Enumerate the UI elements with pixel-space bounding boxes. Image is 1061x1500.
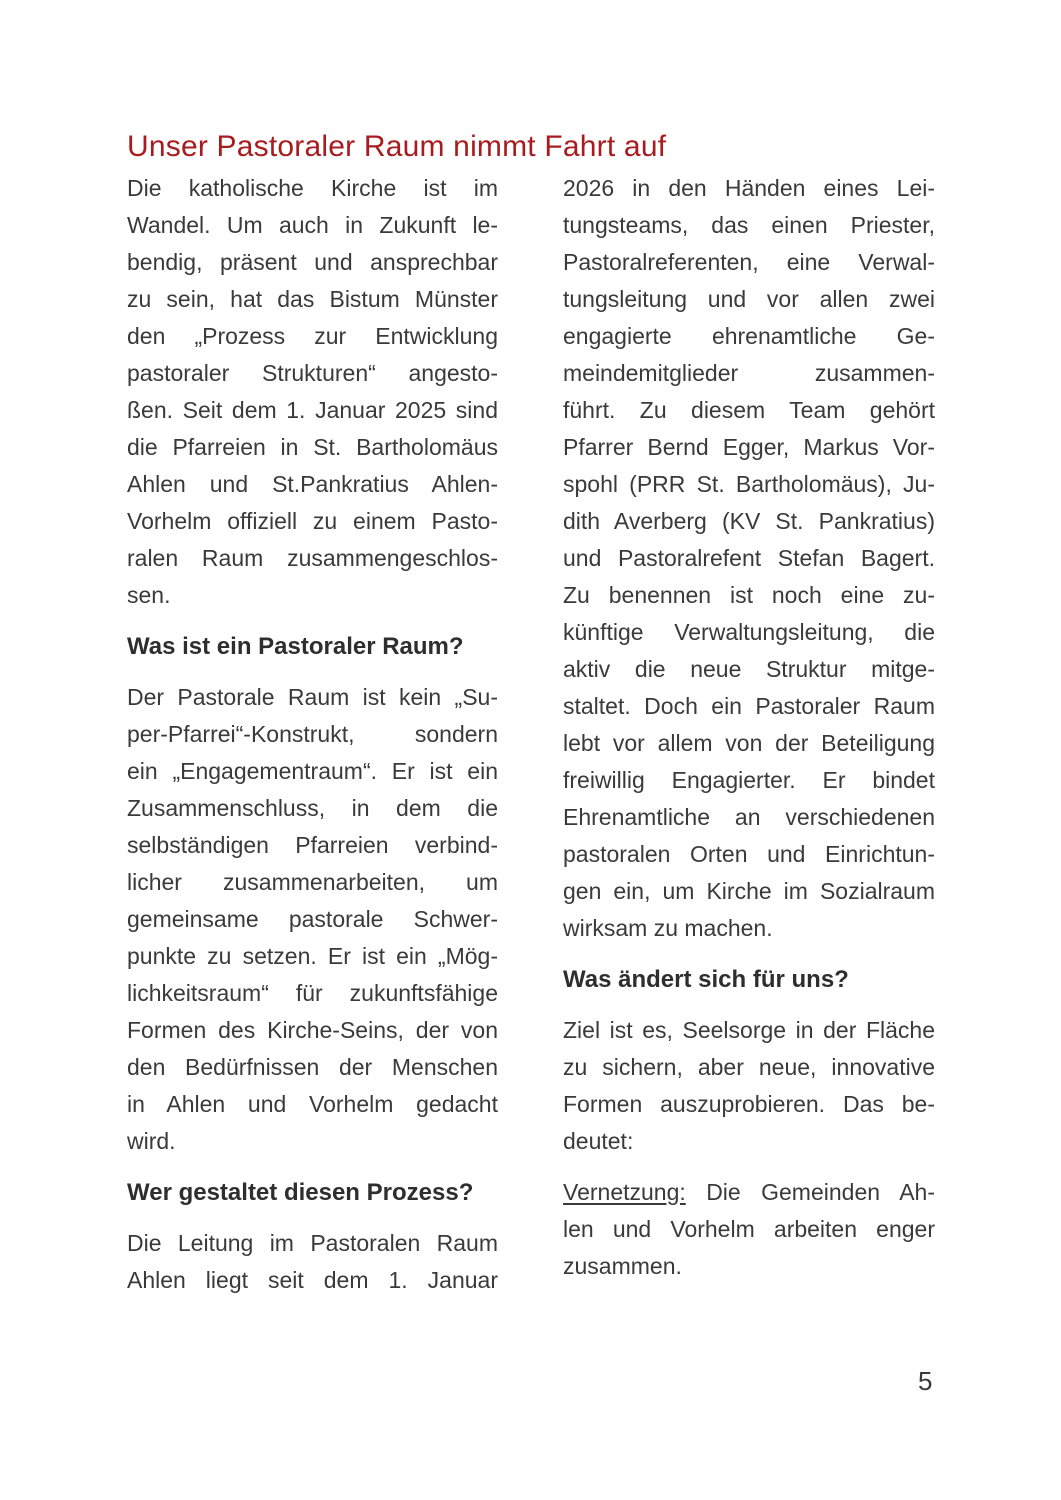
subsection-heading: Was ändert sich für uns? bbox=[563, 966, 849, 993]
paragraph-line: gemeinsame pastorale Schwer- bbox=[127, 906, 498, 932]
paragraph-line: lichkeitsraum“ für zukunftsfähige bbox=[127, 980, 498, 1006]
paragraph-line: Pastoralreferenten, eine Verwal- bbox=[563, 249, 935, 275]
underlined-lead: Vernetzung: bbox=[563, 1179, 686, 1205]
paragraph-line: Die katholische Kirche ist im bbox=[127, 175, 498, 201]
paragraph-line: pastoraler Strukturen“ angesto- bbox=[127, 360, 498, 386]
paragraph-line: führt. Zu diesem Team gehört bbox=[563, 397, 935, 423]
paragraph-line: 2026 in den Händen eines Lei- bbox=[563, 175, 935, 201]
paragraph-line: Vernetzung: Die Gemeinden Ah- bbox=[563, 1179, 935, 1205]
paragraph-line: den „Prozess zur Entwicklung bbox=[127, 323, 498, 349]
subsection-heading: Wer gestaltet diesen Prozess? bbox=[127, 1179, 474, 1206]
subsection-heading: Was ist ein Pastoraler Raum? bbox=[127, 633, 464, 660]
paragraph-line: Die Leitung im Pastoralen Raum bbox=[127, 1230, 498, 1256]
paragraph-line: bendig, präsent und ansprechbar bbox=[127, 249, 498, 275]
paragraph-line: freiwillig Engagierter. Er bindet bbox=[563, 767, 935, 793]
column-right bbox=[563, 170, 935, 1299]
paragraph-line: licher zusammenarbeiten, um bbox=[127, 869, 498, 895]
paragraph-line: tungsleitung und vor allen zwei bbox=[563, 286, 935, 312]
paragraph-line: deutet: bbox=[563, 1128, 634, 1154]
paragraph-line: Ziel ist es, Seelsorge in der Fläche bbox=[563, 1017, 935, 1043]
paragraph bbox=[127, 170, 498, 614]
paragraph-line: Ehrenamtliche an verschiedenen bbox=[563, 804, 935, 830]
paragraph bbox=[127, 679, 498, 1160]
paragraph-line: die Pfarreien in St. Bartholomäus bbox=[127, 434, 498, 460]
paragraph-line: spohl (PRR St. Bartholomäus), Ju- bbox=[563, 471, 935, 497]
paragraph-line: in Ahlen und Vorhelm gedacht bbox=[127, 1091, 498, 1117]
paragraph-line: Formen des Kirche-Seins, der von bbox=[127, 1017, 498, 1043]
paragraph-line: Ahlen und St.Pankratius Ahlen- bbox=[127, 471, 498, 497]
paragraph-line: selbständigen Pfarreien verbind- bbox=[127, 832, 498, 858]
paragraph-line: staltet. Doch ein Pastoraler Raum bbox=[563, 693, 935, 719]
column-left bbox=[127, 170, 498, 1313]
paragraph-line: sen. bbox=[127, 582, 171, 608]
paragraph-line: punkte zu setzen. Er ist ein „Mög- bbox=[127, 943, 498, 969]
paragraph-line: aktiv die neue Struktur mitge- bbox=[563, 656, 935, 682]
paragraph-line: Zusammenschluss, in dem die bbox=[127, 795, 498, 821]
paragraph-line: engagierte ehrenamtliche Ge- bbox=[563, 323, 935, 349]
paragraph-line: zu sein, hat das Bistum Münster bbox=[127, 286, 498, 312]
paragraph-line: Vorhelm offiziell zu einem Pasto- bbox=[127, 508, 498, 534]
paragraph-line: zu sichern, aber neue, innovative bbox=[563, 1054, 935, 1080]
paragraph-line: und Pastoralrefent Stefan Bagert. bbox=[563, 545, 935, 571]
paragraph-line: dith Averberg (KV St. Pankratius) bbox=[563, 508, 935, 534]
page-number: 5 bbox=[918, 1366, 933, 1396]
paragraph-line: Ahlen liegt seit dem 1. Januar bbox=[127, 1267, 498, 1293]
paragraph-line: ralen Raum zusammengeschlos- bbox=[127, 545, 498, 571]
paragraph-line: Wandel. Um auch in Zukunft le- bbox=[127, 212, 498, 238]
paragraph-line: pastoralen Orten und Einrichtun- bbox=[563, 841, 935, 867]
paragraph-line: gen ein, um Kirche im Sozialraum bbox=[563, 878, 935, 904]
paragraph-line: tungsteams, das einen Priester, bbox=[563, 212, 935, 238]
paragraph bbox=[563, 170, 935, 947]
paragraph-line: Der Pastorale Raum ist kein „Su- bbox=[127, 684, 498, 710]
paragraph-line: Zu benennen ist noch eine zu- bbox=[563, 582, 935, 608]
paragraph-line: meindemitglieder zusammen- bbox=[563, 360, 935, 386]
paragraph-line: wirksam zu machen. bbox=[563, 915, 773, 941]
paragraph-line: ein „Engagementraum“. Er ist ein bbox=[127, 758, 498, 784]
paragraph-line: Formen auszuprobieren. Das be- bbox=[563, 1091, 935, 1117]
paragraph bbox=[563, 1012, 935, 1160]
page-title: Unser Pastoraler Raum nimmt Fahrt auf bbox=[127, 130, 667, 163]
paragraph-line: len und Vorhelm arbeiten enger bbox=[563, 1216, 935, 1242]
paragraph-line: wird. bbox=[127, 1128, 176, 1154]
paragraph-line: zusammen. bbox=[563, 1253, 682, 1279]
paragraph-line: per-Pfarrei“-Konstrukt, sondern bbox=[127, 721, 498, 747]
paragraph-line: lebt vor allem von der Beteiligung bbox=[563, 730, 935, 756]
paragraph bbox=[563, 1174, 935, 1285]
paragraph bbox=[127, 1225, 498, 1299]
paragraph-line: den Bedürfnissen der Menschen bbox=[127, 1054, 498, 1080]
paragraph-line: Pfarrer Bernd Egger, Markus Vor- bbox=[563, 434, 935, 460]
paragraph-line: künftige Verwaltungsleitung, die bbox=[563, 619, 935, 645]
paragraph-line: ßen. Seit dem 1. Januar 2025 sind bbox=[127, 397, 498, 423]
